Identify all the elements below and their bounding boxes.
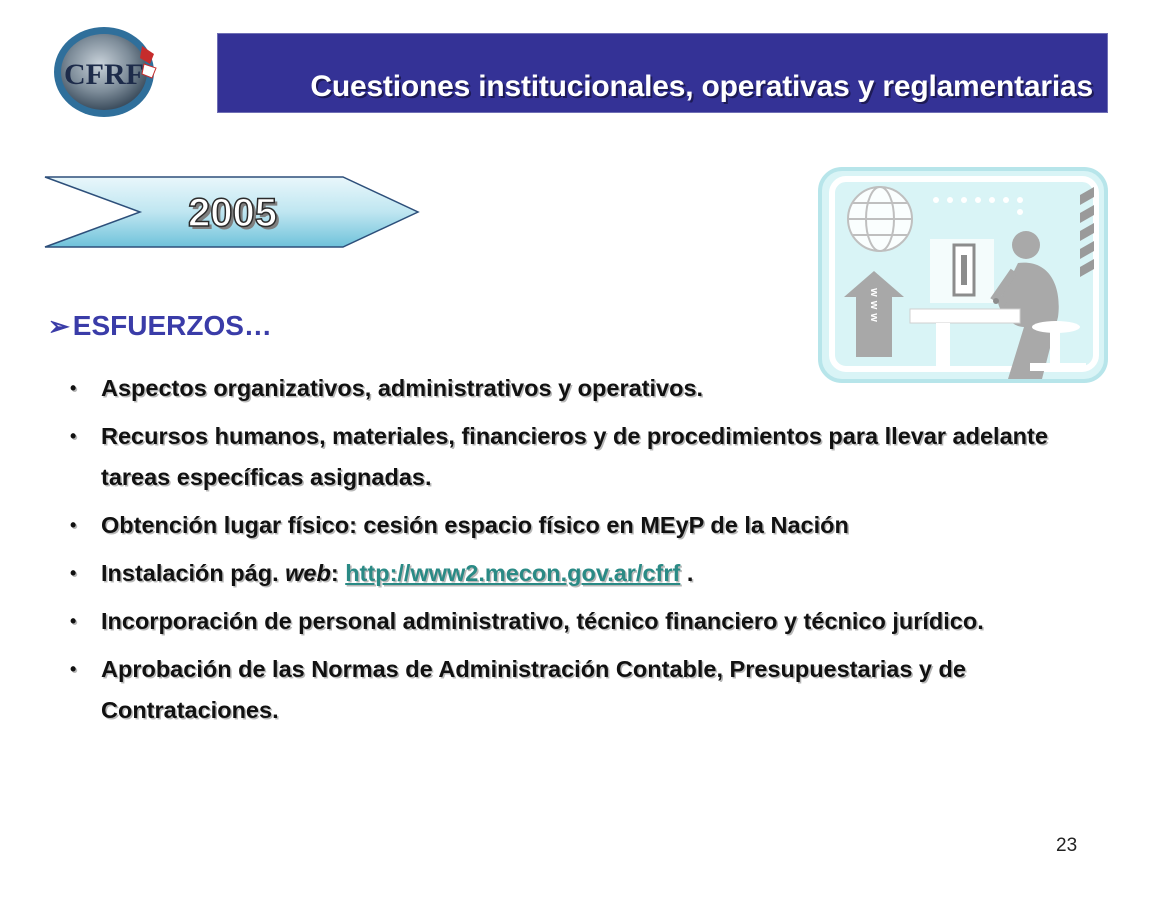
page-number: 23	[1056, 835, 1078, 856]
list-item-text: Aprobación de las Normas de Administración Contable, Presupuestarias y de Contrataciones.	[101, 656, 966, 723]
cfrf-logo	[50, 24, 158, 120]
list-item	[70, 368, 1061, 409]
arrow-bullet-icon: ➢	[48, 311, 70, 341]
list-item-emphasis: web	[285, 560, 331, 586]
bullet-icon: •	[70, 611, 77, 631]
cfrf-web-link[interactable]: http://www2.mecon.gov.ar/cfrf	[345, 560, 681, 586]
list-item	[70, 416, 1061, 498]
list-item-text: Recursos humanos, materiales, financieros y de procedimientos para llevar adelante tareas específicas asignadas.	[101, 423, 1048, 490]
list-item	[70, 601, 1061, 642]
section-heading-label: ESFUERZOS…	[72, 310, 272, 341]
bullet-icon: •	[70, 378, 77, 398]
bullet-icon: •	[70, 563, 77, 583]
list-item-text: Obtención lugar físico: cesión espacio físico en MEyP de la Nación	[101, 512, 849, 538]
list-item-prefix: Instalación pág.	[101, 560, 286, 586]
year-label: 2005	[188, 191, 277, 235]
list-item	[70, 505, 1061, 546]
bullet-icon: •	[70, 515, 77, 535]
computer-user-clipart	[818, 167, 1108, 383]
list-item	[70, 649, 1061, 731]
list-item-suffix: .	[680, 560, 694, 586]
globe-icon	[848, 187, 912, 251]
bullet-icon: •	[70, 659, 77, 679]
list-item-text: Incorporación de personal administrativo, técnico financiero y técnico jurídico.	[101, 608, 984, 634]
bullet-list	[70, 368, 1061, 738]
logo-text: CFRF	[64, 58, 144, 91]
bullet-icon: •	[70, 426, 77, 446]
list-item-text: Aspectos organizativos, administrativos y operativos.	[101, 375, 704, 401]
list-item	[70, 553, 1061, 594]
page-title: Cuestiones institucionales, operativas y reglamentarias	[310, 70, 1093, 103]
title-bar	[217, 33, 1108, 113]
www-label: www	[868, 288, 880, 326]
list-item-mid: :	[330, 560, 346, 586]
section-heading	[48, 310, 272, 342]
